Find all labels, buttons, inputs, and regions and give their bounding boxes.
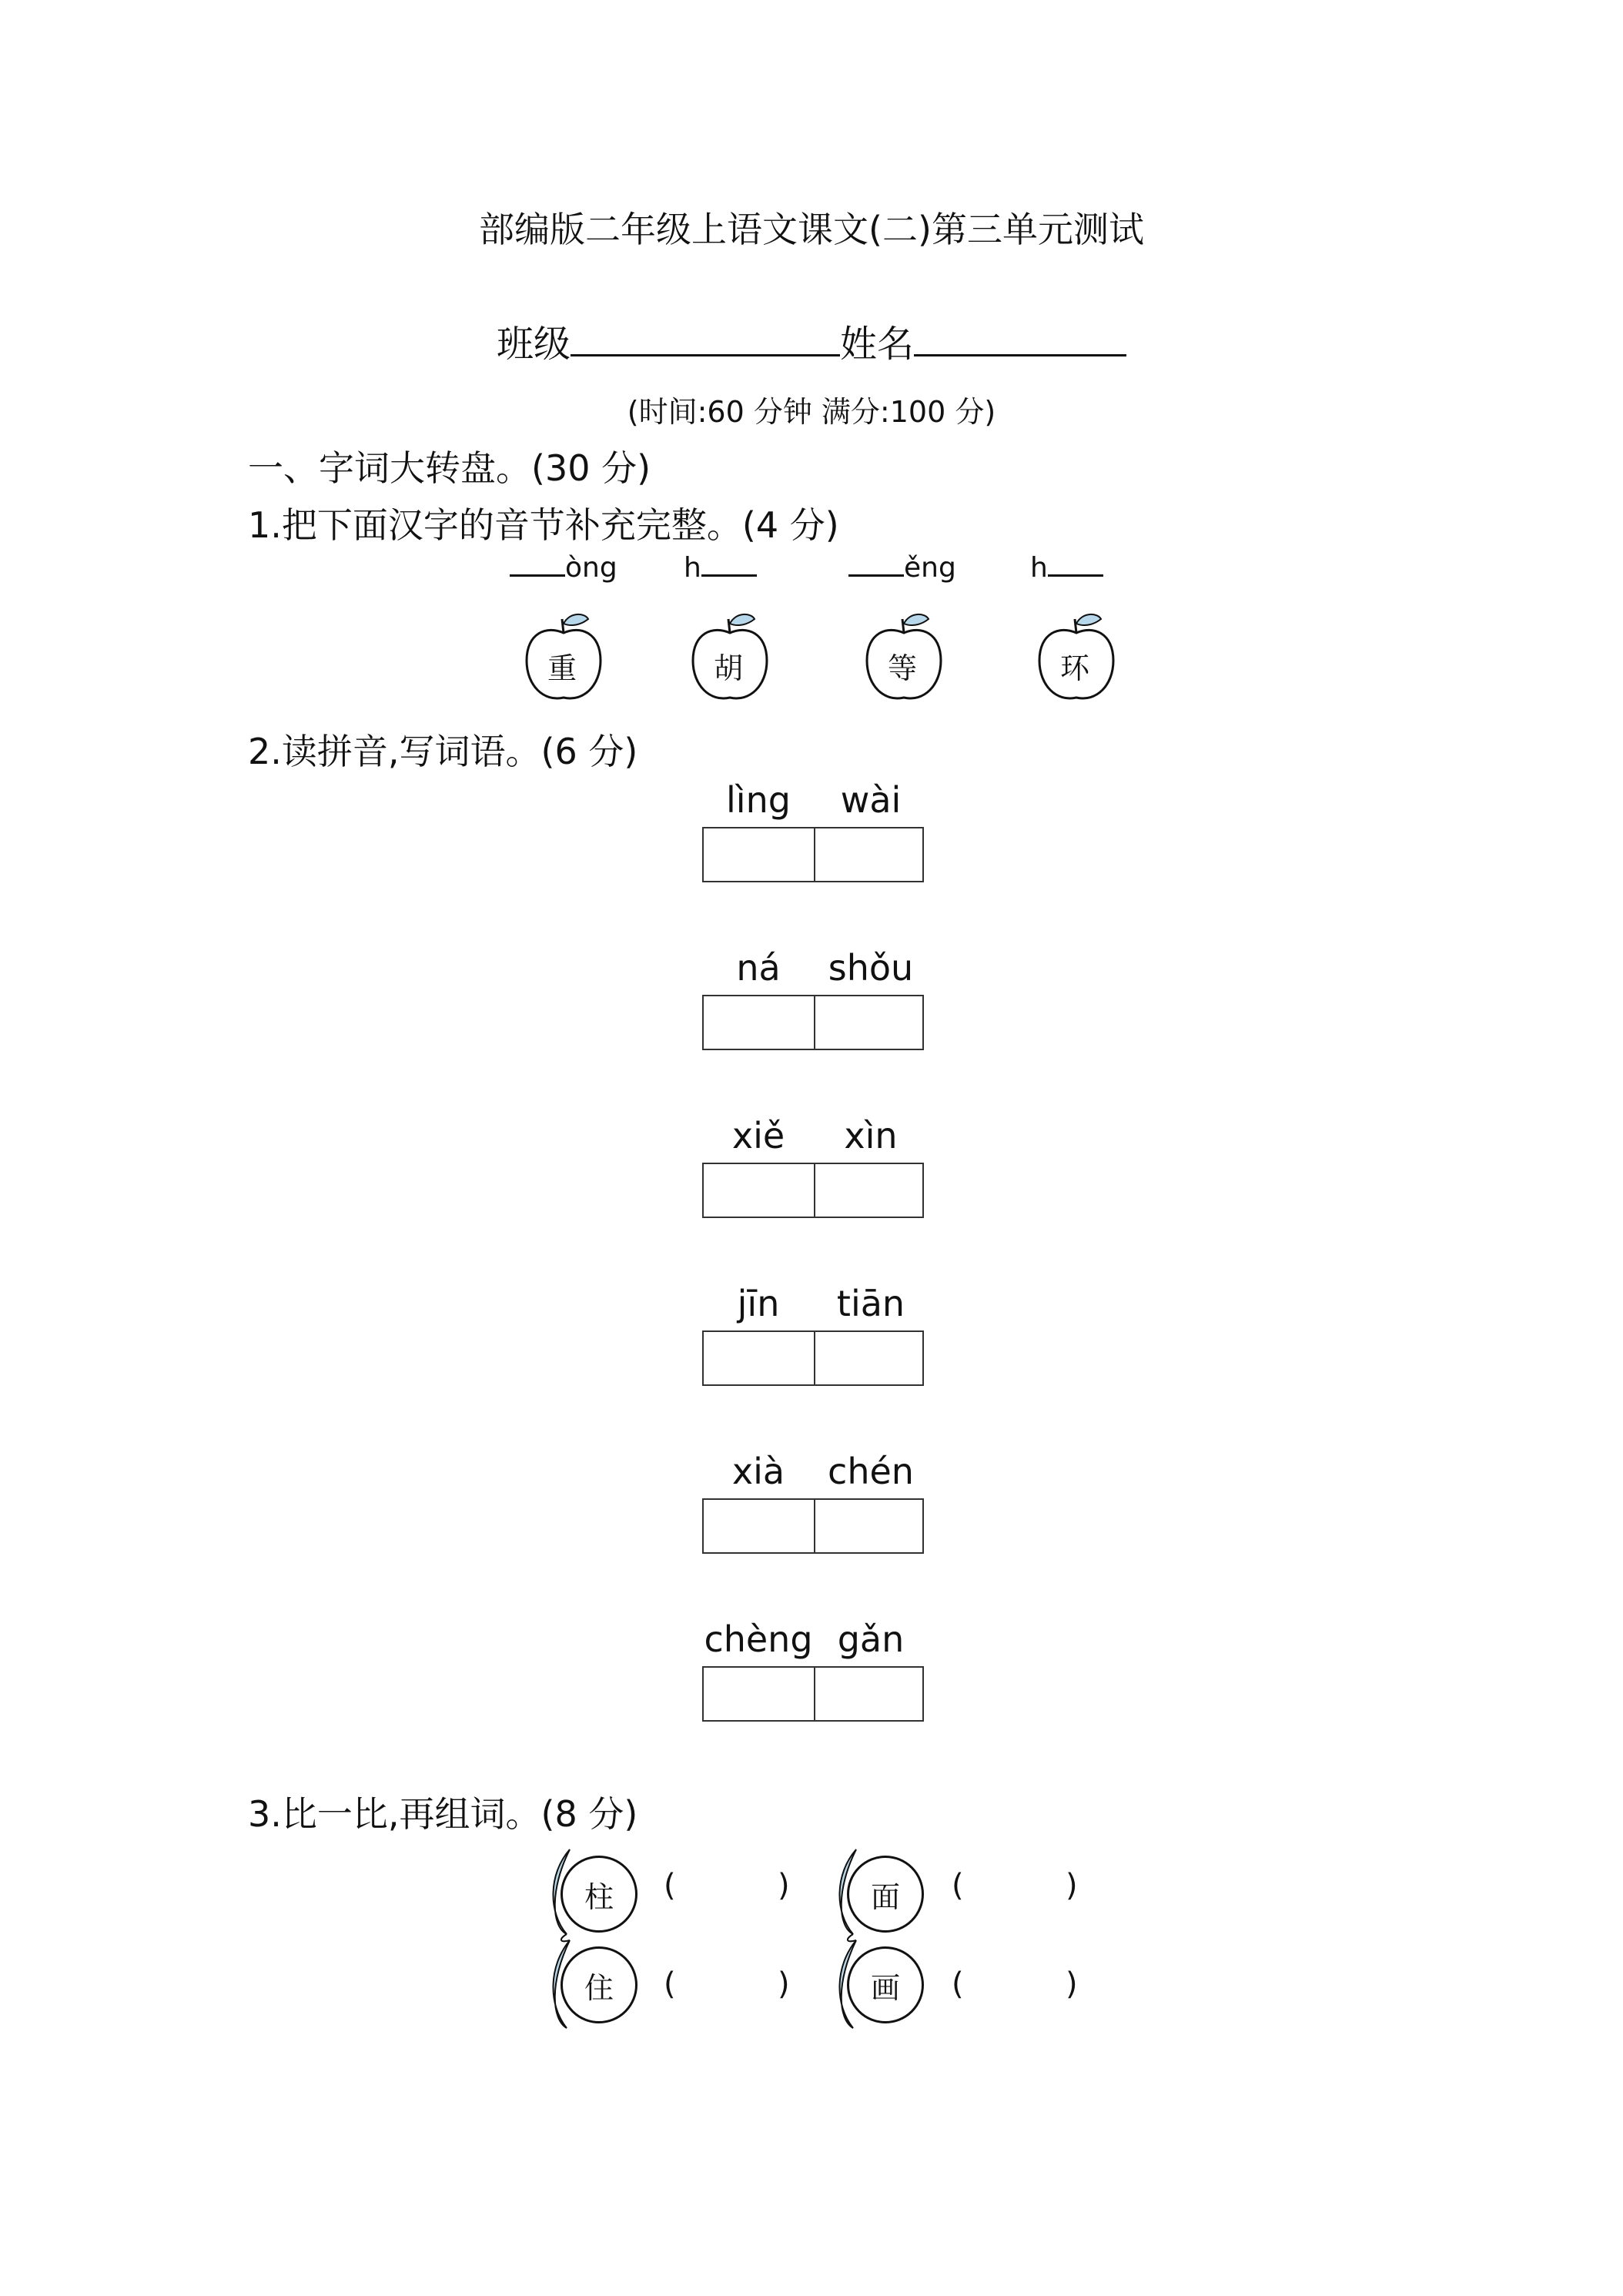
- apple-char: 胡: [713, 651, 743, 685]
- pinyin-syllable: ná: [736, 947, 781, 989]
- write-cell[interactable]: [815, 1332, 925, 1384]
- apple-4: [1036, 610, 1116, 702]
- pinyin-syllable: chèng: [704, 1618, 813, 1660]
- paren-close: ): [778, 1966, 790, 2002]
- write-cell[interactable]: [704, 1500, 814, 1552]
- paren-open: (: [952, 1966, 964, 2002]
- pinyin-syllable: xiě: [731, 1115, 785, 1156]
- char-circle: 画: [847, 1946, 924, 2023]
- write-boxes: [702, 995, 924, 1050]
- pinyin-pair: [702, 779, 927, 821]
- class-blank[interactable]: [571, 323, 840, 356]
- apple-char: 等: [887, 651, 917, 685]
- answer-blank[interactable]: [967, 1869, 1061, 1908]
- pinyin-word-1: [702, 779, 927, 887]
- pinyin-word-4: [702, 1283, 927, 1391]
- pinyin-syllable: xià: [731, 1451, 785, 1492]
- write-cell[interactable]: [815, 1164, 925, 1217]
- pinyin-blank[interactable]: [1048, 551, 1103, 577]
- paren-close: ): [1066, 1966, 1078, 2002]
- write-cell[interactable]: [815, 996, 925, 1049]
- pinyin-text: òng: [565, 552, 617, 584]
- paren-open: (: [664, 1966, 676, 2002]
- pinyin-blank[interactable]: [510, 551, 565, 577]
- apple-3: [864, 610, 944, 702]
- write-boxes: [702, 1498, 924, 1554]
- pinyin-blank[interactable]: [701, 551, 757, 577]
- pinyin-pair: [702, 1115, 927, 1156]
- pinyin-word-3: [702, 1115, 927, 1223]
- pinyin-word-2: [702, 947, 927, 1055]
- write-cell[interactable]: [704, 828, 814, 881]
- name-blank[interactable]: [914, 323, 1126, 356]
- apple-char: 环: [1059, 651, 1089, 685]
- pinyin-item-3: [848, 551, 956, 584]
- answer-blank[interactable]: [679, 1968, 773, 2006]
- pinyin-text: h: [1030, 552, 1048, 584]
- pinyin-item-1: [510, 551, 617, 584]
- write-boxes: [702, 1163, 924, 1218]
- paren-close: ): [1066, 1868, 1078, 1903]
- write-cell[interactable]: [815, 828, 925, 881]
- write-boxes: [702, 827, 924, 882]
- paren-open: (: [664, 1868, 676, 1903]
- write-cell[interactable]: [704, 996, 814, 1049]
- question-1-prompt: 1.把下面汉字的音节补充完整。(4 分): [248, 504, 839, 546]
- page-title: 部编版二年级上语文课文(二)第三单元测试: [479, 209, 1144, 250]
- answer-blank[interactable]: [967, 1968, 1061, 2006]
- answer-blank[interactable]: [679, 1869, 773, 1908]
- write-cell[interactable]: [704, 1668, 814, 1720]
- pinyin-syllable: jīn: [737, 1283, 780, 1324]
- class-label: 班级: [496, 323, 571, 366]
- pinyin-syllable: shǒu: [828, 947, 914, 989]
- char-circle: 柱: [561, 1856, 637, 1933]
- class-name-line: [0, 314, 1623, 367]
- write-boxes: [702, 1666, 924, 1722]
- write-boxes: [702, 1330, 924, 1386]
- pinyin-syllable: tiān: [836, 1283, 905, 1324]
- name-label: 姓名: [840, 323, 915, 366]
- pinyin-syllable: xìn: [844, 1115, 898, 1156]
- pinyin-syllable: lìng: [726, 779, 791, 821]
- write-cell[interactable]: [704, 1164, 814, 1217]
- pinyin-word-5: [702, 1451, 927, 1558]
- apple-1: [524, 610, 604, 702]
- question-3-prompt: 3.比一比,再组词。(8 分): [248, 1793, 638, 1835]
- question-2-prompt: 2.读拼音,写词语。(6 分): [248, 731, 638, 772]
- compare-group-2: [830, 1843, 938, 2036]
- paren-open: (: [952, 1868, 964, 1903]
- write-cell[interactable]: [815, 1500, 925, 1552]
- pinyin-pair: [702, 1451, 927, 1492]
- compare-group-1: [544, 1843, 651, 2036]
- pinyin-syllable: gǎn: [837, 1618, 905, 1660]
- pinyin-word-6: [702, 1618, 927, 1726]
- pinyin-syllable: wài: [840, 779, 902, 821]
- pinyin-pair: [702, 1283, 927, 1324]
- pinyin-text: h: [684, 552, 701, 584]
- time-info: (时间:60 分钟 满分:100 分): [627, 395, 996, 429]
- section-1-title: 一、字词大转盘。(30 分): [248, 447, 651, 489]
- paren-close: ): [778, 1868, 790, 1903]
- pinyin-item-4: [1030, 551, 1103, 584]
- pinyin-blank[interactable]: [848, 551, 904, 577]
- write-cell[interactable]: [815, 1668, 925, 1720]
- pinyin-text: ěng: [904, 552, 956, 584]
- char-circle: 面: [847, 1856, 924, 1933]
- write-cell[interactable]: [704, 1332, 814, 1384]
- char-circle: 住: [561, 1946, 637, 2023]
- pinyin-pair: [702, 1618, 927, 1660]
- apple-2: [690, 610, 770, 702]
- apple-char: 重: [547, 651, 577, 685]
- pinyin-syllable: chén: [828, 1451, 914, 1492]
- pinyin-pair: [702, 947, 927, 989]
- pinyin-item-2: [684, 551, 757, 584]
